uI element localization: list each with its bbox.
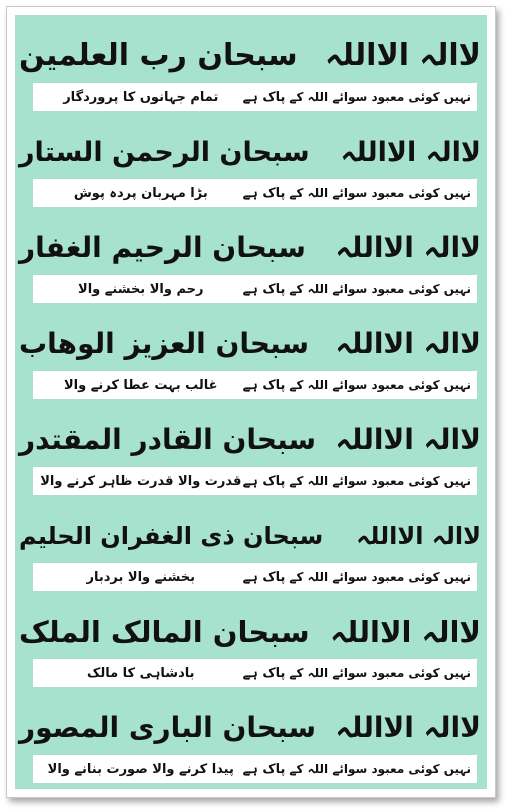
arabic-line bbox=[19, 221, 481, 275]
meaning-part-b: پاک ہے bbox=[242, 473, 286, 489]
meaning-strip bbox=[33, 755, 477, 783]
meaning-part-c: غالب بہت عطا کرنے والا bbox=[64, 377, 218, 393]
kalima-text: لاالہ الااللہ bbox=[335, 231, 481, 264]
meaning-part-c: بڑا مہربان پردہ پوش bbox=[73, 185, 208, 201]
meaning-part-c: رحم والا بخشنے والا bbox=[78, 281, 204, 297]
divine-name-text: سبحان الرحیم الغفار bbox=[19, 231, 306, 264]
card-frame bbox=[6, 6, 496, 798]
divine-name-text: سبحان القادر المقتدر bbox=[19, 423, 317, 456]
meaning-part-a: نہیں کوئی معبود سوائے اللہ کے bbox=[289, 282, 471, 296]
meaning-part-b: پاک ہے bbox=[242, 665, 286, 681]
meaning-part-a: نہیں کوئی معبود سوائے اللہ کے bbox=[289, 378, 471, 392]
content-panel bbox=[15, 15, 487, 789]
divine-name-text: سبحان المالک الملک bbox=[19, 614, 310, 649]
meaning-part-c: تمام جہانوں کا پروردگار bbox=[63, 89, 219, 105]
divine-name-text: سبحان الرحمن الستار bbox=[19, 136, 310, 168]
meaning-part-c: بخشنے والا بردبار bbox=[86, 569, 196, 585]
kalima-text: لاالہ الااللہ bbox=[335, 423, 481, 456]
meaning-part-c: بادشاہی کا مالک bbox=[87, 665, 195, 681]
arabic-line bbox=[19, 605, 481, 659]
arabic-line bbox=[19, 701, 481, 755]
meaning-part-c: قدرت والا قدرت ظاہر کرنے والا bbox=[40, 473, 242, 489]
meaning-strip bbox=[33, 275, 477, 303]
meaning-part-c: پیدا کرنے والا صورت بنانے والا bbox=[47, 761, 234, 777]
kalima-text: لاالہ الااللہ bbox=[356, 522, 481, 550]
meaning-part-b: پاک ہے bbox=[242, 89, 286, 105]
meaning-part-a: نہیں کوئی معبود سوائے اللہ کے bbox=[289, 570, 471, 584]
arabic-line bbox=[19, 29, 481, 83]
arabic-line bbox=[19, 509, 481, 563]
divine-name-text: سبحان العزیز الوھاب bbox=[19, 327, 310, 360]
meaning-strip bbox=[33, 179, 477, 207]
meaning-part-b: پاک ہے bbox=[242, 281, 286, 297]
kalima-text: لاالہ الااللہ bbox=[330, 614, 481, 649]
meaning-strip bbox=[33, 659, 477, 687]
kalima-text: لاالہ الااللہ bbox=[335, 327, 481, 360]
meaning-part-b: پاک ہے bbox=[242, 569, 286, 585]
kalima-text: لاالہ الااللہ bbox=[335, 711, 481, 744]
divine-name-text: سبحان الباری المصور bbox=[19, 711, 317, 744]
meaning-part-b: پاک ہے bbox=[242, 185, 286, 201]
divine-name-text: سبحان رب العلمین bbox=[19, 38, 298, 73]
meaning-part-a: نہیں کوئی معبود سوائے اللہ کے bbox=[289, 90, 471, 104]
kalima-text: لاالہ الااللہ bbox=[325, 38, 481, 73]
arabic-line bbox=[19, 125, 481, 179]
arabic-line bbox=[19, 413, 481, 467]
kalima-text: لاالہ الااللہ bbox=[340, 136, 481, 168]
meaning-strip bbox=[33, 83, 477, 111]
meaning-part-a: نہیں کوئی معبود سوائے اللہ کے bbox=[289, 666, 471, 680]
meaning-part-a: نہیں کوئی معبود سوائے اللہ کے bbox=[289, 762, 471, 776]
meaning-strip bbox=[33, 371, 477, 399]
meaning-strip bbox=[33, 467, 477, 495]
meaning-part-b: پاک ہے bbox=[242, 761, 286, 777]
meaning-part-a: نہیں کوئی معبود سوائے اللہ کے bbox=[289, 474, 471, 488]
divine-name-text: سبحان ذی الغفران الحلیم bbox=[19, 522, 324, 550]
arabic-line bbox=[19, 317, 481, 371]
meaning-part-b: پاک ہے bbox=[242, 377, 286, 393]
meaning-strip bbox=[33, 563, 477, 591]
meaning-part-a: نہیں کوئی معبود سوائے اللہ کے bbox=[289, 186, 471, 200]
